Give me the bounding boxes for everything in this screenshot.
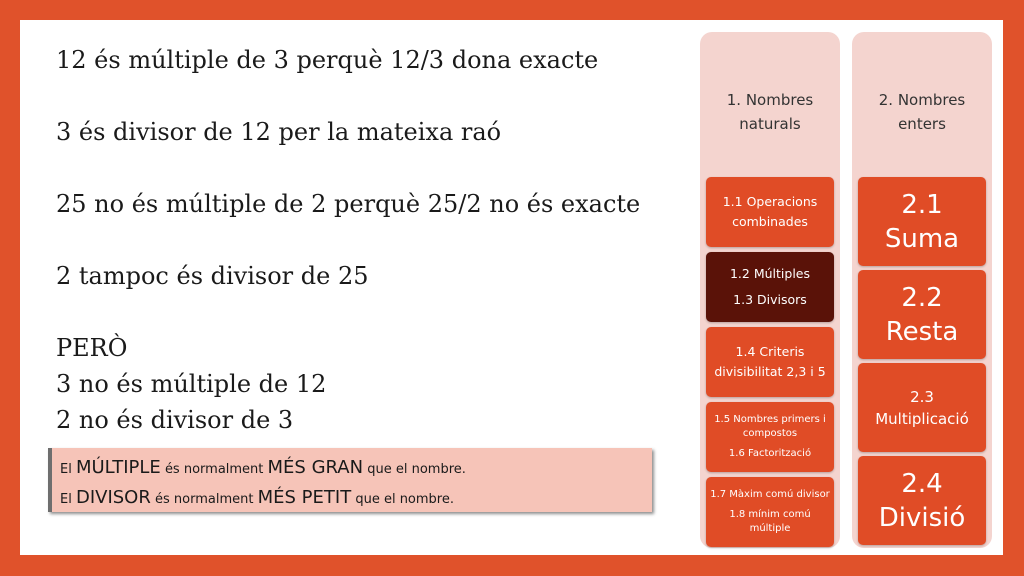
header-line: enters xyxy=(898,115,946,133)
rule-multiple xyxy=(60,454,652,484)
card-label: combinades xyxy=(732,214,808,229)
nav-card-multiplicacio[interactable] xyxy=(858,363,986,452)
card-label: 2.2 xyxy=(901,282,943,313)
nav-card-primers-factoritzacio[interactable] xyxy=(706,402,834,472)
note-text: és normalment xyxy=(155,492,254,507)
card-label: 1.3 Divisors xyxy=(733,292,807,307)
card-label: Resta xyxy=(885,316,959,347)
nav-card-divisio[interactable] xyxy=(858,456,986,545)
slide xyxy=(20,20,1003,555)
card-label: Multiplicació xyxy=(875,409,969,428)
note-keyword: DIVISOR xyxy=(75,487,151,508)
note-emphasis: MÉS PETIT xyxy=(257,487,352,508)
card-label: 1.6 Factorització xyxy=(728,448,812,459)
rule-note-box xyxy=(48,448,652,512)
card-label: 2.1 xyxy=(901,189,943,220)
card-label: Suma xyxy=(884,223,960,254)
statement-6: 3 no és múltiple de 12 xyxy=(56,370,327,398)
note-text: El xyxy=(60,492,72,507)
nav-card-resta[interactable] xyxy=(858,270,986,359)
nav-card-multiples-divisors[interactable] xyxy=(706,252,834,322)
header-line: naturals xyxy=(739,115,801,133)
nav-card-criteris[interactable] xyxy=(706,327,834,397)
section-header-integers xyxy=(852,88,992,136)
card-label: 1.8 mínim comú xyxy=(729,509,811,520)
statement-4: 2 tampoc és divisor de 25 xyxy=(56,262,369,290)
card-label: divisibilitat 2,3 i 5 xyxy=(714,364,826,379)
statement-but: PERÒ xyxy=(56,334,128,362)
statement-7: 2 no és divisor de 3 xyxy=(56,406,294,434)
card-label: 1.7 Màxim comú divisor xyxy=(710,489,830,500)
statement-1: 12 és múltiple de 3 perquè 12/3 dona exacte xyxy=(56,46,599,74)
header-line: 1. Nombres xyxy=(726,91,814,109)
card-label: 2.3 xyxy=(910,387,934,406)
card-label: 1.1 Operacions xyxy=(722,194,818,209)
statement-2: 3 és divisor de 12 per la mateixa raó xyxy=(56,118,502,146)
section-header-natural xyxy=(700,88,840,136)
note-text: El xyxy=(60,462,72,477)
note-text: que el nombre. xyxy=(367,462,466,477)
card-label: compostos xyxy=(742,428,798,439)
main-text xyxy=(56,42,676,438)
card-label: 1.4 Criteris xyxy=(735,344,805,359)
note-keyword: MÚLTIPLE xyxy=(75,457,161,478)
card-label: múltiple xyxy=(749,523,791,534)
card-label: 1.5 Nombres primers i xyxy=(714,414,826,425)
section-integers xyxy=(852,32,992,548)
note-emphasis: MÉS GRAN xyxy=(267,457,364,478)
card-label: 1.2 Múltiples xyxy=(729,266,811,281)
note-text: és normalment xyxy=(164,462,264,477)
note-text: que el nombre. xyxy=(355,492,454,507)
nav-card-suma[interactable] xyxy=(858,177,986,266)
nav-card-mcd-mcm[interactable] xyxy=(706,477,834,547)
card-label: 2.4 xyxy=(901,468,943,499)
section-natural-numbers xyxy=(700,32,840,548)
statement-3: 25 no és múltiple de 2 perquè 25/2 no és exacte xyxy=(56,190,641,218)
rule-divisor xyxy=(60,484,652,514)
card-label: Divisió xyxy=(878,502,966,533)
nav-card-operacions[interactable] xyxy=(706,177,834,247)
header-line: 2. Nombres xyxy=(878,91,966,109)
